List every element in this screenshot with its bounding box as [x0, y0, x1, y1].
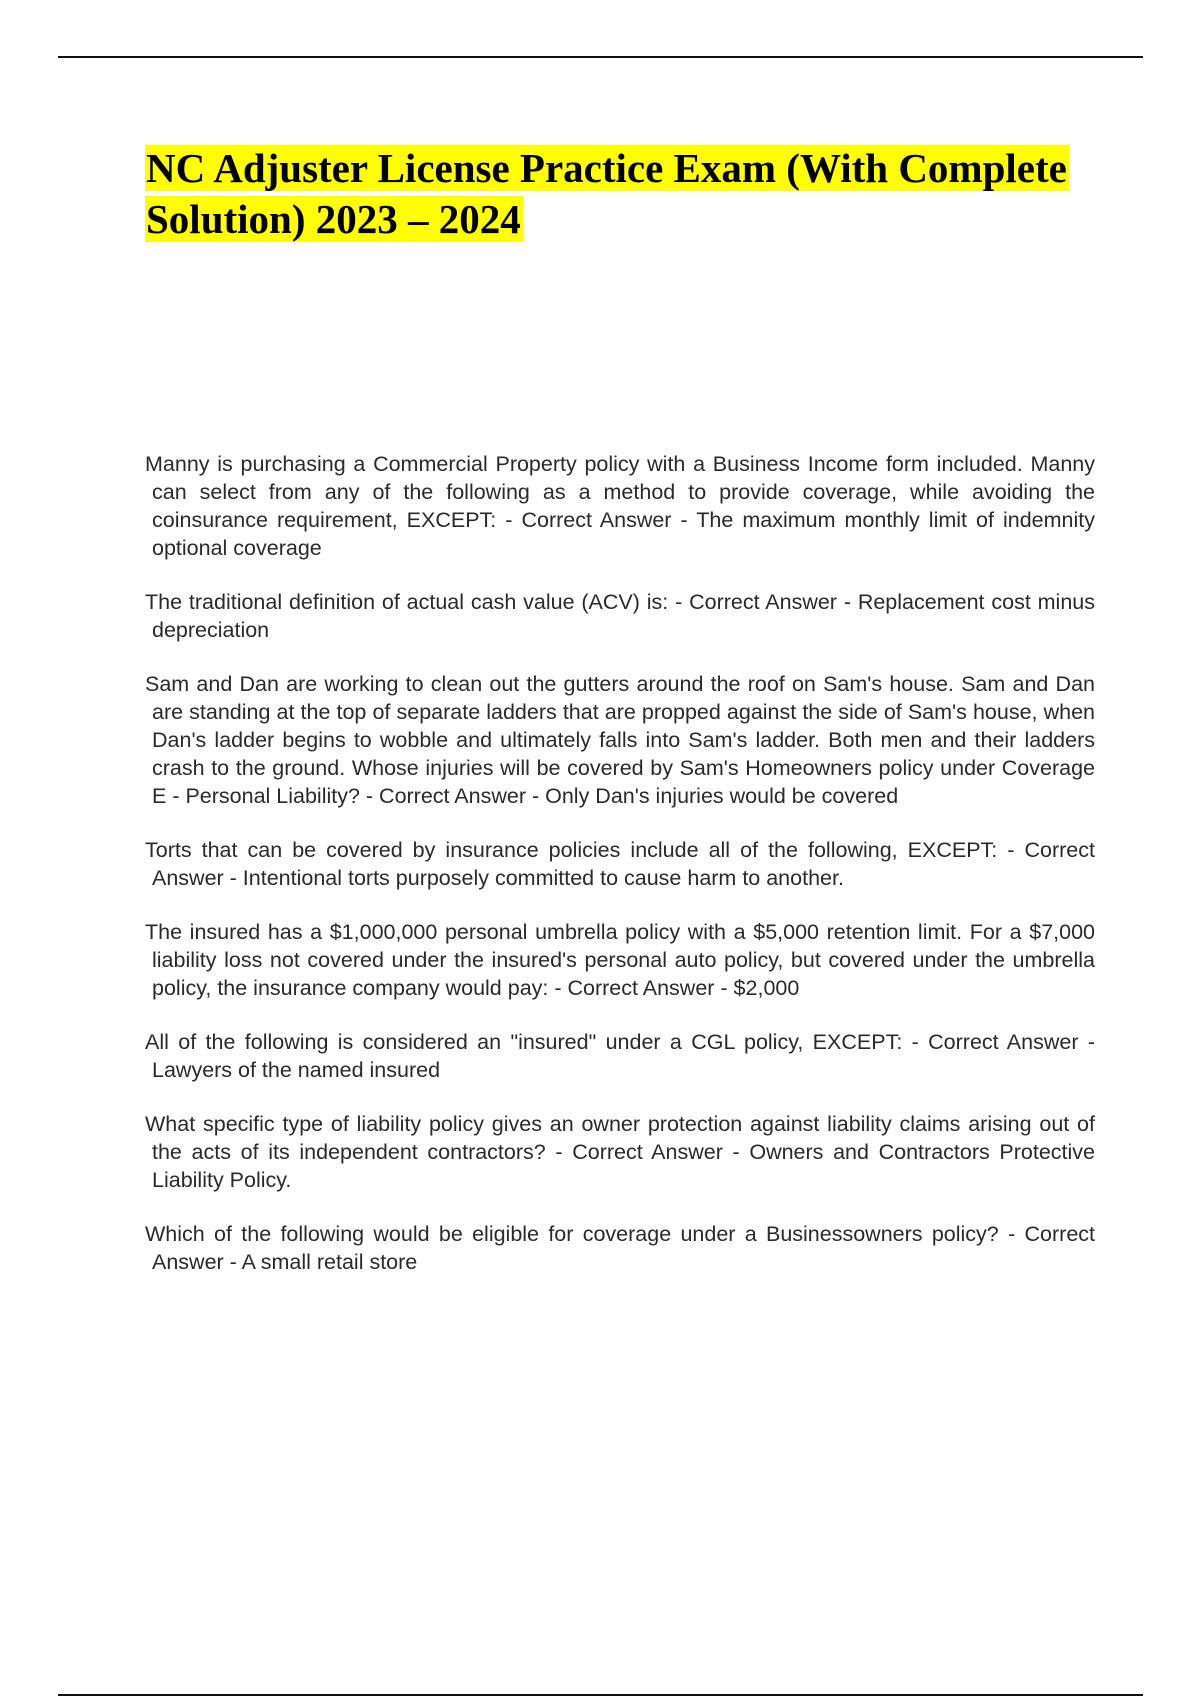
qa-item: What specific type of liability policy gives an owner protection against liability claims arising out of the acts of its independent contractors? - Correct Answer - Owners and Contractors Protective Liability Policy. — [145, 1112, 1095, 1192]
document-title-text: NC Adjuster License Practice Exam (With Complete Solution) 2023 – 2024 — [146, 145, 1067, 242]
document-title — [145, 143, 1105, 245]
qa-item: Sam and Dan are working to clean out the gutters around the roof on Sam's house. Sam and Dan are standing at the top of separate ladders that are propped against the side of Sam's house, when Dan's ladder begins to wobble and ultimately falls into Sam's ladder. Both men and their ladders crash to the ground. Whose injuries will be covered by Sam's Homeowners policy under Coverage E - Personal Liability? - Correct Answer - Only Dan's injuries would be covered — [145, 672, 1095, 808]
top-rule — [58, 56, 1143, 58]
qa-item: Torts that can be covered by insurance policies include all of the following, EXCEPT: - Correct Answer - Intentional torts purposely committed to cause harm to another. — [145, 838, 1095, 890]
qa-item: Manny is purchasing a Commercial Property policy with a Business Income form included. Manny can select from any of the following as a method to provide coverage, while avoiding the coinsurance requirement, EXCEPT: - Correct Answer - The maximum monthly limit of indemnity optional coverage — [145, 452, 1095, 560]
qa-list — [145, 450, 1095, 1302]
qa-item: The insured has a $1,000,000 personal umbrella policy with a $5,000 retention limit. For a $7,000 liability loss not covered under the insured's personal auto policy, but covered under the umbrella policy, the insurance company would pay: - Correct Answer - $2,000 — [145, 920, 1095, 1000]
bottom-rule — [58, 1694, 1143, 1696]
qa-item: The traditional definition of actual cash value (ACV) is: - Correct Answer - Replacement cost minus depreciation — [145, 590, 1095, 642]
qa-item: Which of the following would be eligible for coverage under a Businessowners policy? - Correct Answer - A small retail store — [145, 1222, 1095, 1274]
qa-item: All of the following is considered an "insured" under a CGL policy, EXCEPT: - Correct Answer - Lawyers of the named insured — [145, 1030, 1095, 1082]
